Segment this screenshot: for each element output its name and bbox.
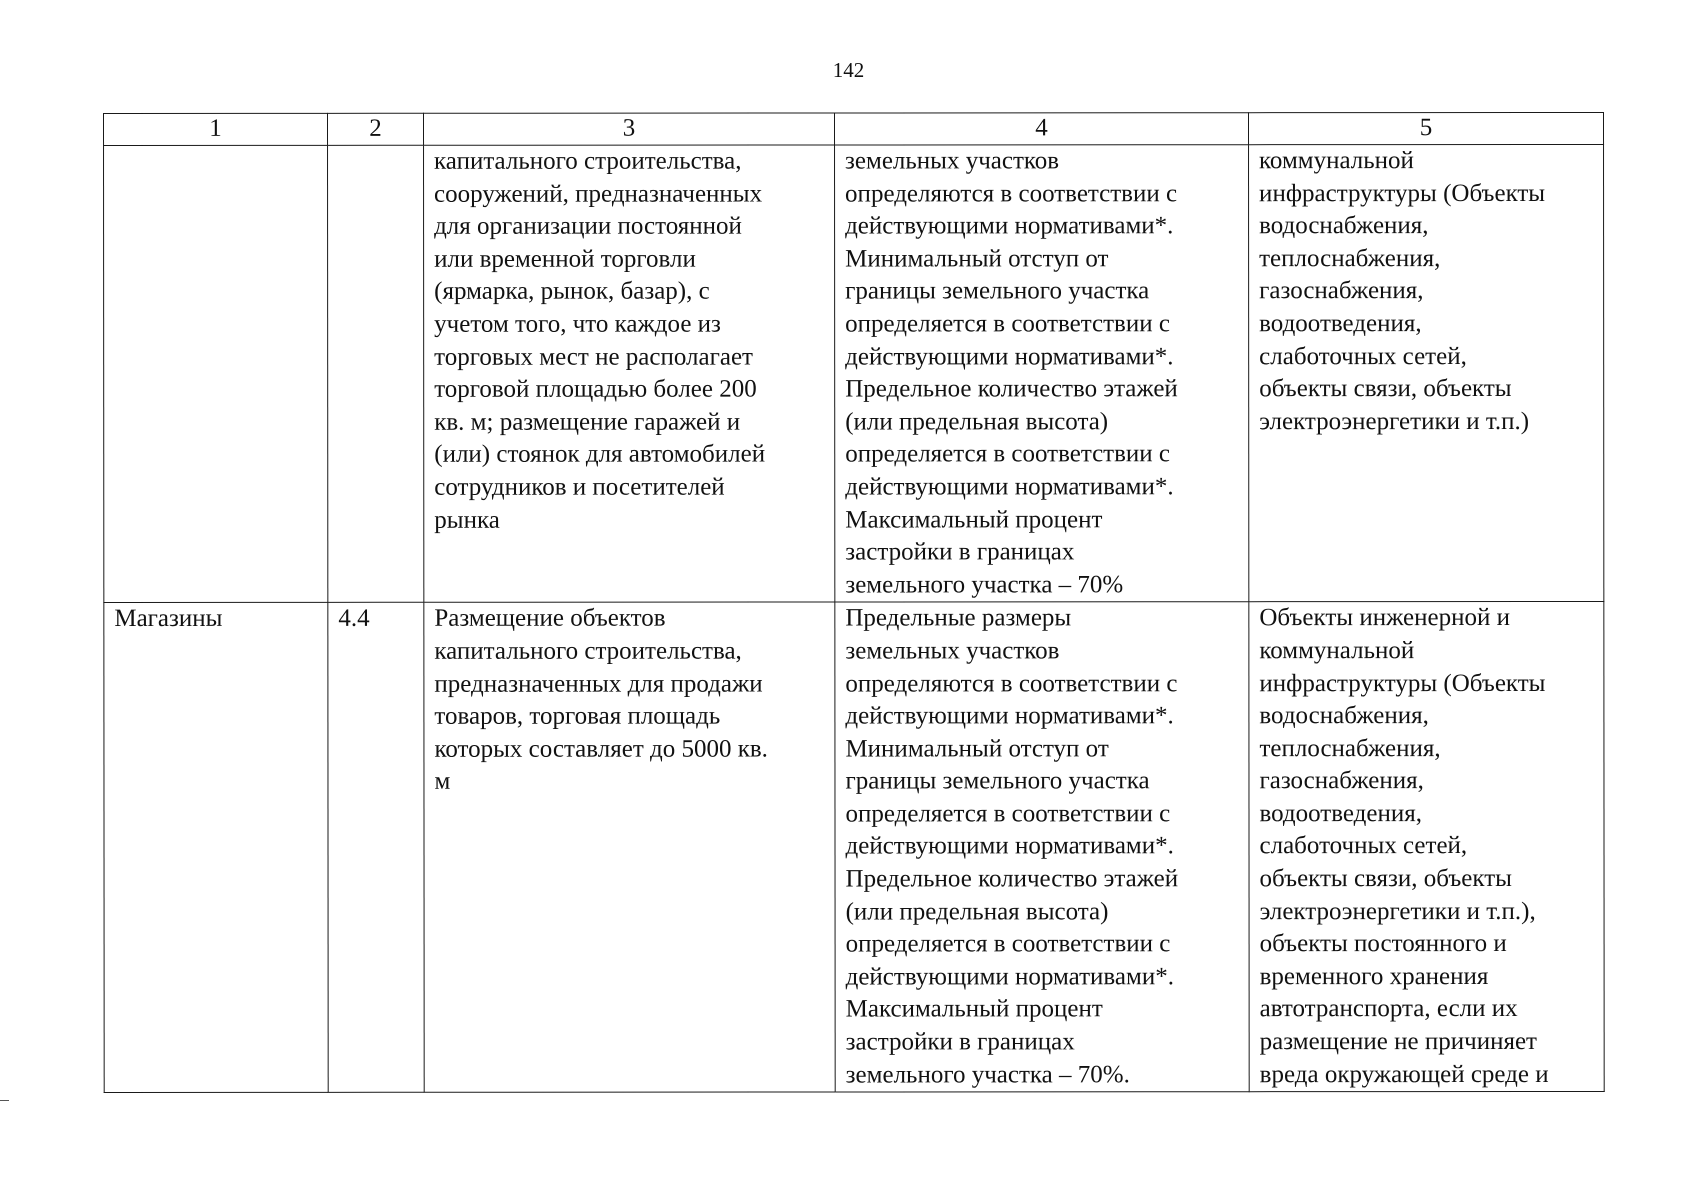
use-description-text: капитального строительства, сооружений, предназначенных для организации постоянной или временной торговли (ярмарка, рынок, базар), с учетом того, что каждое из торговых мест не располагает торговой площадью более 200 кв. м; размещение гаражей и (или) стоянок для автомобилей сотрудников и посетителей рынка: [434, 147, 766, 534]
table-row: [104, 602, 1604, 1093]
parameters-text: Предельные размеры земельных участков определяются в соответствии с действующими нормативами*. Минимальный отступ от границы земельного участка определяется в соответствии с действующими нормативами*. Предельное количество этажей (или предельная высота) определяется в соответствии с действующими нормативами*. Максимальный процент застройки в границах земельного участка – 70%.: [845, 604, 1179, 1089]
auxiliary-uses-text: Объекты инженерной и коммунальной инфраструктуры (Объекты водоснабжения, теплоснабжения, газоснабжения, водоотведения, слаботочных сетей, объекты связи, объекты электроэнергетики и т.п.), объекты постоянного и временного хранения автотранспорта, если их размещение не причиняет вреда окружающей среде и: [1259, 604, 1549, 1088]
table-header-row: [104, 112, 1604, 145]
column-header-5: 5: [1249, 112, 1604, 144]
use-name-cell: [104, 603, 328, 1093]
column-header-2: 2: [328, 113, 424, 145]
column-header-1: 1: [104, 113, 328, 145]
page-number: 142: [832, 58, 865, 82]
use-description-cell: [424, 145, 835, 603]
use-code-cell: [328, 603, 424, 1093]
use-name-cell: [104, 145, 328, 602]
land-use-table: [103, 112, 1605, 1093]
column-header-3: 3: [424, 113, 835, 145]
parameters-cell: [835, 145, 1249, 603]
parameters-text: земельных участков определяются в соответствии с действующими нормативами*. Минимальный отступ от границы земельного участка определяется в соответствии с действующими нормативами*. Предельное количество этажей (или предельная высота) определяется в соответствии с действующими нормативами*. Максимальный процент застройки в границах земельного участка – 70%: [845, 147, 1178, 599]
table-row: [104, 144, 1604, 602]
use-code-text: 4.4: [338, 605, 370, 633]
use-name-text: Магазины: [114, 605, 223, 633]
auxiliary-uses-cell: [1249, 602, 1604, 1092]
auxiliary-uses-text: коммунальной инфраструктуры (Объекты водоснабжения, теплоснабжения, газоснабжения, водоотведения, слаботочных сетей, объекты связи, объекты электроэнергетики и т.п.): [1259, 147, 1546, 435]
column-header-4: 4: [835, 113, 1249, 145]
use-description-text: Размещение объектов капитального строительства, предназначенных для продажи товаров, торговая площадь которых составляет до 5000 кв. м: [434, 604, 768, 796]
use-description-cell: [424, 602, 835, 1092]
use-code-cell: [328, 145, 424, 602]
scan-margin-mark: [0, 1100, 9, 1101]
parameters-cell: [835, 602, 1249, 1092]
auxiliary-uses-cell: [1249, 144, 1604, 602]
